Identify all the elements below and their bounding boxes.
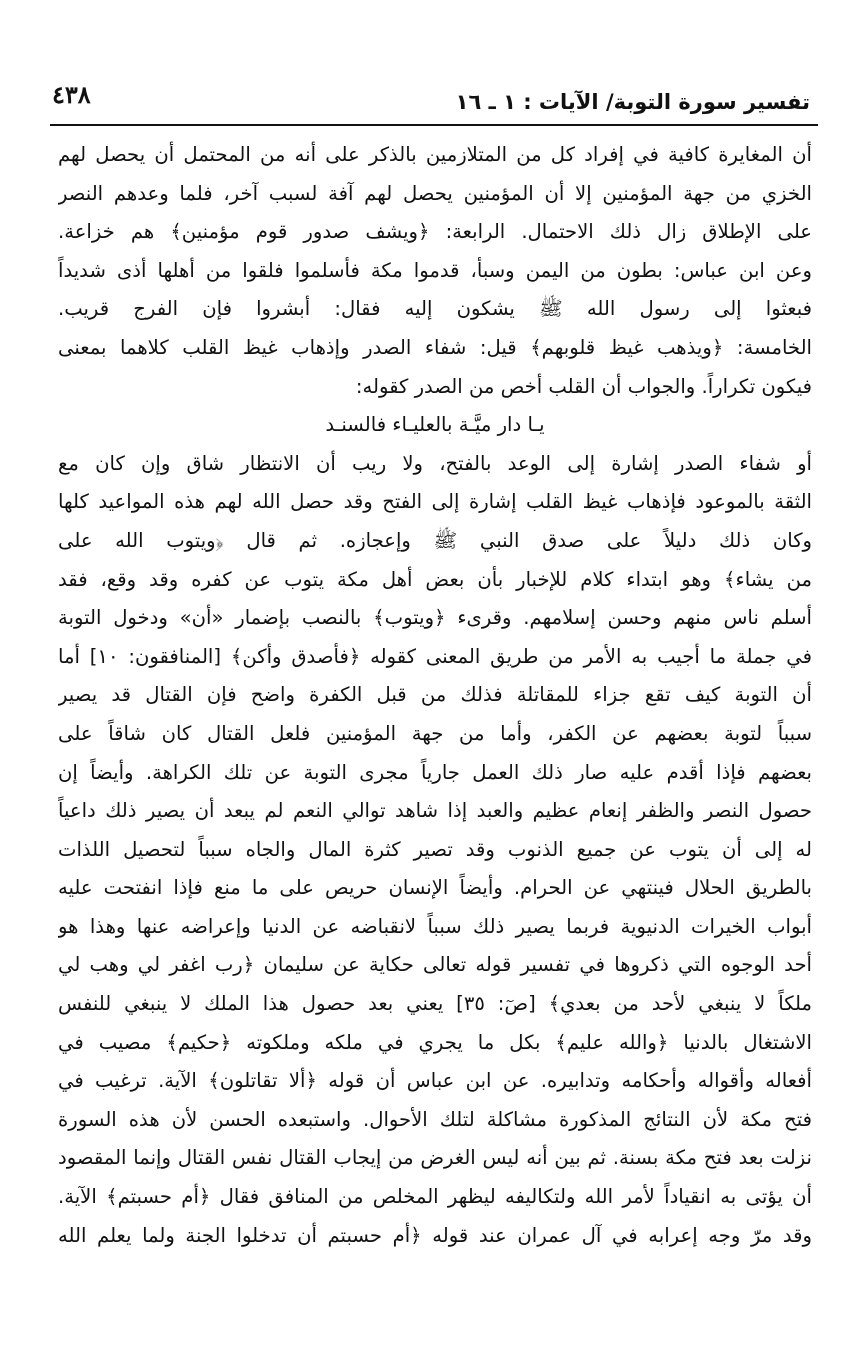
text-line: وعن ابن عباس: بطون من اليمن وسبأ، قدموا مكة فأسلموا فلقوا من أهلها أذى شديداً	[58, 258, 812, 282]
text-line: أبواب الخيرات الدنيوية فربما يصير ذلك سبباً لانقباضه عن الدنيا وإعراضه عنها وهذا هو	[58, 914, 812, 938]
running-title: تفسير سورة التوبة/ الآيات : ١ ـ ١٦	[455, 90, 810, 114]
text-line: أسلم ناس منهم وحسن إسلامهم. وقرىء ﴿ويتوب﴾ بالنصب بإضمار «أن» ودخول التوبة	[58, 606, 812, 630]
header-rule	[50, 124, 818, 126]
text-line: الخزي من جهة المؤمنين إلا أن المؤمنين يحصل لهم آفة لسبب آخر، فلما وعدهم النصر	[58, 181, 812, 205]
text-line: فيكون تكراراً. والجواب أن القلب أخص من الصدر كقوله:	[355, 374, 812, 398]
text-line: ملكاً لا ينبغي لأحد من بعدي﴾ [صٓ: ٣٥] يعني بعد حصول هذا الملك لا ينبغي للنفس	[58, 992, 812, 1016]
page-number: ٤٣٨	[52, 80, 91, 109]
text-line: فتح مكة لأن النتائج المذكورة مشاكلة لتلك الأحوال. واستبعده الحسن لأن هذه السورة	[58, 1107, 812, 1131]
text-line: وقد مرّ وجه إعرابه في آل عمران عند قوله ﴿أم حسبتم أن تدخلوا الجنة ولما يعلم الله	[58, 1223, 812, 1247]
text-line: بالطريق الحلال فينتهي عن الحرام. وأيضاً الإنسان حريص على ما منع فإذا انفتحت عليه	[58, 876, 812, 900]
text-line: حصول النصر والظفر إنعام عظيم والعبد إذا شاهد توالي النعم لم يبعد أن يصير ذلك داعياً	[58, 799, 812, 823]
text-line: وكان ذلك دليلاً على صدق النبي ﷺ وإعجازه. ثم قال ﴿ويتوب الله على	[58, 528, 812, 552]
text-line: أحد الوجوه التي ذكروها في تفسير قوله تعالى حكاية عن سليمان ﴿رب اغفر لي وهب لي	[58, 953, 812, 977]
poetry-verse: يـا دار ميَّـة بالعليـاء فالسنـد	[325, 413, 545, 437]
text-line: أفعاله وأقواله وأحكامه وتدابيره. عن ابن عباس أن قوله ﴿ألا تقاتلون﴾ الآية. ترغيب في	[58, 1069, 812, 1093]
text-line: على الإطلاق زال ذلك الاحتمال. الرابعة: ﴿ويشف صدور قوم مؤمنين﴾ هم خزاعة.	[58, 220, 812, 244]
text-line: نزلت بعد فتح مكة بسنة. ثم بين أنه ليس الغرض من إيجاب القتال نفس القتال وإنما المقصود	[58, 1146, 812, 1170]
text-line: أن التوبة كيف تقع جزاء للمقاتلة فذلك من قبل الكفرة واضح فإن القتال قد يصير	[58, 683, 812, 707]
body-text	[58, 136, 812, 1255]
text-line: أن يؤتى به انقياداً لأمر الله ولتكاليفه ليظهر المخلص من المنافق فقال ﴿أم حسبتم﴾ الآية.	[58, 1185, 812, 1209]
text-line: أن المغايرة كافية في إفراد كل من المتلازمين بالذكر على أنه من المحتمل أن يحصل لهم	[58, 143, 812, 166]
text-line: الثقة بالموعود فإذهاب غيظ القلب إشارة إلى الفتح وقد حصل الله لهم هذه المواعيد كلها	[58, 490, 812, 514]
text-line: له إلى أن يتوب عن جميع الذنوب وقد تصير كثرة المال والجاه سبباً لتحصيل اللذات	[58, 837, 812, 861]
text-line: في جملة ما أجيب به الأمر من طريق المعنى كقوله ﴿فأصدق وأكن﴾ [المنافقون: ١٠] أما	[58, 644, 812, 668]
text-line: فبعثوا إلى رسول الله ﷺ يشكون إليه فقال: أبشروا فإن الفرج قريب.	[58, 297, 812, 321]
text-line: بعضهم فإذا أقدم عليه صار ذلك العمل جارياً مجرى التوبة عن تلك الكراهة. وأيضاً إن	[58, 760, 812, 784]
text-line: أو شفاء الصدر إشارة إلى الوعد بالفتح، ولا ريب أن الانتظار شاق وإن كان مع	[58, 451, 812, 475]
text-line: الخامسة: ﴿ويذهب غيظ قلوبهم﴾ قيل: شفاء الصدر وإذهاب غيظ القلب كلاهما بمعنى	[58, 335, 812, 359]
text-line: سبباً لتوبة بعضهم عن الكفر، وأما من جهة المؤمنين فلعل القتال كان شاقاً على	[58, 721, 812, 745]
text-line: من يشاء﴾ وهو ابتداء كلام للإخبار بأن بعض أهل مكة يتوب عن كفره وقد وقع، فقد	[58, 567, 812, 591]
text-line: الاشتغال بالدنيا ﴿والله عليم﴾ بكل ما يجري في ملكه وملكوته ﴿حكيم﴾ مصيب في	[58, 1030, 812, 1054]
